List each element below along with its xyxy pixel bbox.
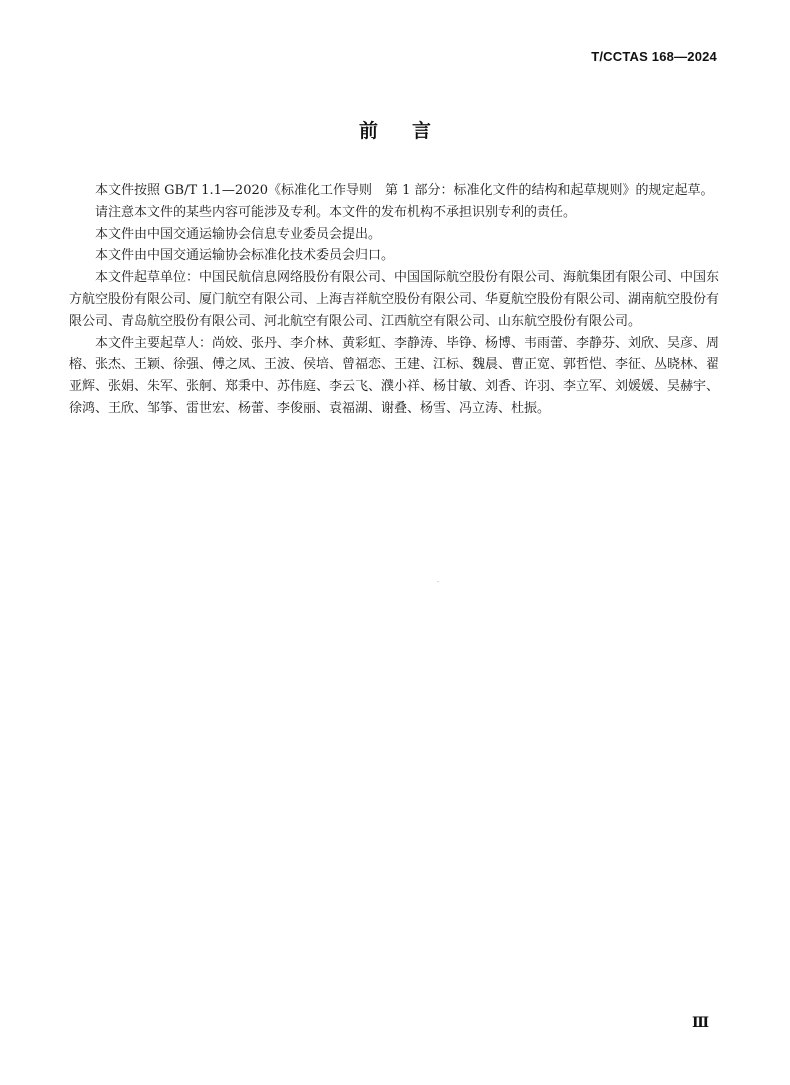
- paragraph-proposer: 本文件由中国交通运输协会信息专业委员会提出。: [95, 226, 382, 242]
- document-code: T/CCTAS 168—2024: [591, 49, 717, 64]
- page-title: 前言: [358, 120, 465, 142]
- paragraph-centralized-by: 本文件由中国交通运输协会标准化技术委员会归口。: [95, 248, 395, 264]
- foreword-body: [69, 180, 719, 420]
- paragraph-drafting-rules: 本文件按照 GB/T 1.1—2020《标准化工作导则 第 1 部分：标准化文件的结构和起草规则》的规定起草。: [95, 183, 714, 198]
- paragraph-drafting-units: 本文件起草单位：中国民航信息网络股份有限公司、中国国际航空股份有限公司、海航集团有限公司、中国东方航空股份有限公司、厦门航空有限公司、上海吉祥航空股份有限公司、华夏航空股份有限公司、湖南航空股份有限公司、青岛航空股份有限公司、河北航空有限公司、江西航空有限公司、山东航空股份有限公司。: [69, 270, 720, 329]
- paragraph-main-drafters: 本文件主要起草人：尚姣、张丹、李介林、黄彩虹、李静涛、毕铮、杨博、韦雨蕾、李静芬、刘欣、吴彦、周榕、张杰、王颖、徐强、傅之凤、王波、侯培、曾福恋、王建、江标、魏晨、曹正宽、郭哲恺、李征、丛晓林、翟亚辉、张娟、朱军、张舸、郑秉中、苏伟庭、李云飞、濮小祥、杨甘敏、刘香、许羽、李立军、刘媛媛、吴赫宇、徐鸿、王欣、邹筝、雷世宏、杨蕾、李俊丽、袁福湖、谢叠、杨雪、冯立涛、杜振。: [69, 335, 720, 416]
- paragraph-patent-notice: 请注意本文件的某些内容可能涉及专利。本文件的发布机构不承担识别专利的责任。: [95, 204, 577, 220]
- scan-speck: [437, 581, 439, 582]
- page-number: Ⅲ: [691, 1015, 709, 1031]
